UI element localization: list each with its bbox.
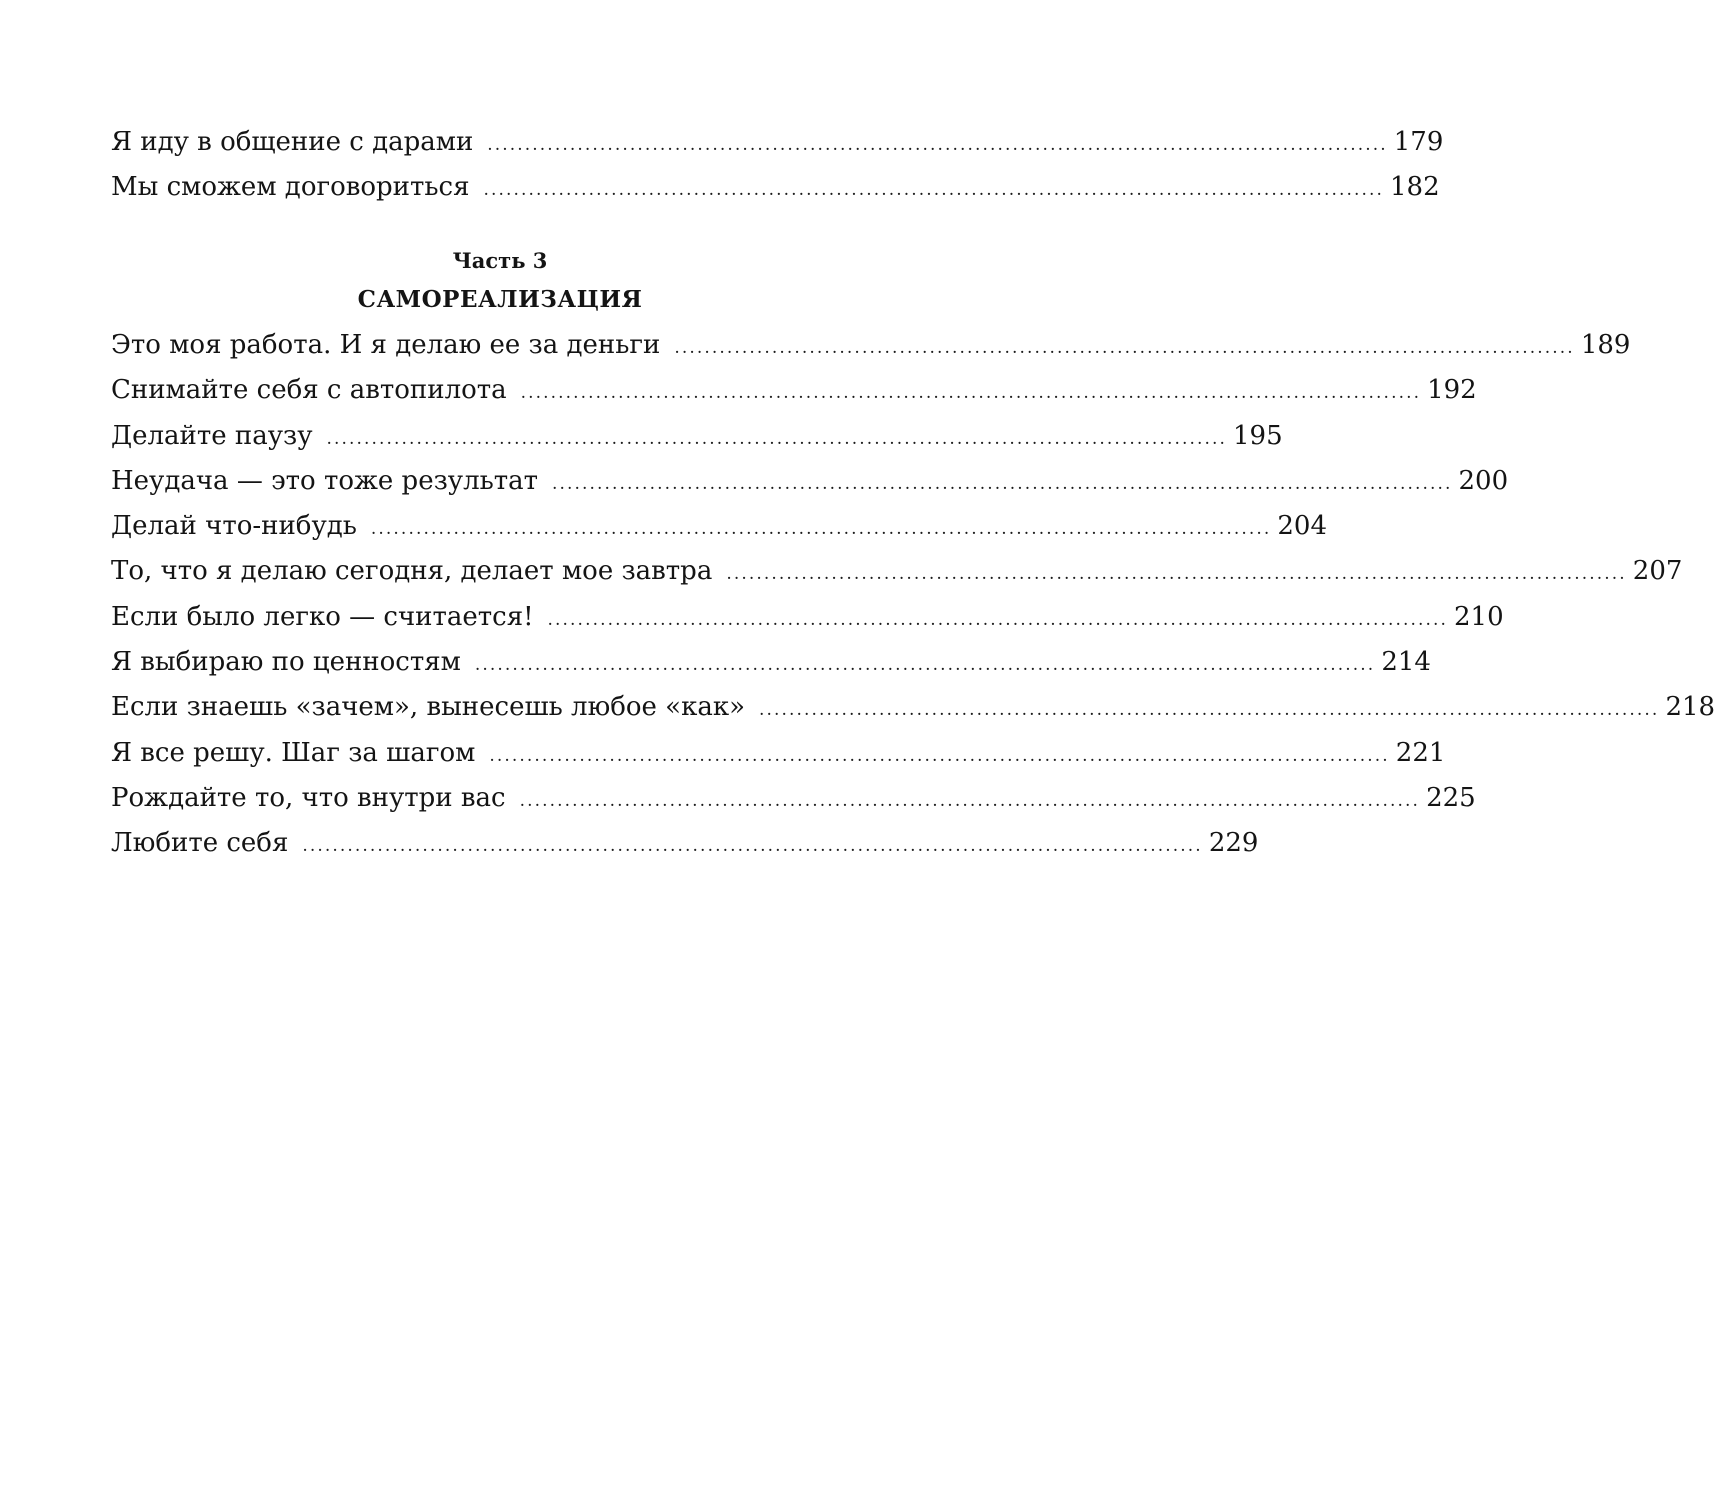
part-title: САМОРЕАЛИЗАЦИЯ <box>357 286 643 313</box>
dot-leader: ........................................................................................................................ <box>487 135 1388 155</box>
toc-entry-title: Снимайте себя с автопилота <box>111 375 507 406</box>
toc-entry <box>111 323 1631 368</box>
toc-entry <box>111 640 1431 685</box>
toc-entry-page: 221 <box>1395 737 1446 768</box>
dot-leader: ........................................................................................................................ <box>552 473 1453 494</box>
toc-entry-title: Неудача — это тоже результат <box>111 465 539 496</box>
dot-leader: ........................................................................................................................ <box>726 564 1627 585</box>
dot-leader: ........................................................................................................................ <box>520 383 1422 404</box>
toc-entry-page: 210 <box>1454 601 1504 632</box>
toc-entry <box>111 549 1683 594</box>
toc-entry <box>111 821 1259 866</box>
toc-entry-title: Рождайте то, что внутри вас <box>111 782 506 813</box>
toc-entry <box>111 504 1328 549</box>
toc-entry <box>111 776 1476 821</box>
toc-entry-page: 229 <box>1208 828 1259 859</box>
dot-leader: ........................................................................................................................ <box>758 700 1660 721</box>
dot-leader: ........................................................................................................................ <box>302 836 1203 857</box>
toc-entry-title: Любите себя <box>111 828 289 859</box>
dot-leader: ........................................................................................................................ <box>326 428 1227 449</box>
toc-entry-page: 182 <box>1389 172 1440 203</box>
toc-entry-title: Если было легко — считается! <box>111 601 534 632</box>
toc-entry-page: 192 <box>1427 375 1477 406</box>
toc-entry-page: 214 <box>1381 647 1431 678</box>
dot-leader: ........................................................................................................................ <box>489 745 1390 766</box>
toc-entry-title: То, что я делаю сегодня, делает мое завтра <box>111 556 713 587</box>
toc-entry <box>111 414 1283 459</box>
toc-part-section <box>111 323 1715 867</box>
toc-entry <box>111 459 1509 504</box>
toc-entry-page: 189 <box>1580 330 1631 360</box>
toc-entry-page: 195 <box>1232 420 1283 451</box>
toc-entry <box>111 165 1440 210</box>
dot-leader: ........................................................................................................................ <box>370 519 1272 540</box>
dot-leader: ........................................................................................................................ <box>547 609 1449 630</box>
toc-entry <box>111 368 1477 413</box>
toc-entry-title: Я все решу. Шаг за шагом <box>111 737 476 768</box>
toc-entry-page: 207 <box>1632 556 1683 587</box>
dot-leader: ........................................................................................................................ <box>483 180 1384 201</box>
dot-leader: ........................................................................................................................ <box>674 338 1575 358</box>
toc-entry-page: 200 <box>1458 465 1509 496</box>
toc-entry-title: Это моя работа. И я делаю ее за деньги <box>111 330 661 360</box>
toc-entry <box>111 685 1715 730</box>
toc-entry-title: Мы сможем договориться <box>111 172 470 203</box>
toc-top-section <box>111 120 1444 211</box>
part-label: Часть 3 <box>452 248 548 273</box>
toc-entry-title: Делайте паузу <box>111 420 313 451</box>
toc-entry-page: 179 <box>1393 127 1444 157</box>
toc-entry-title: Если знаешь «зачем», вынесешь любое «как» <box>111 692 745 723</box>
toc-entry-title: Делай что-нибудь <box>111 511 357 542</box>
toc-entry-title: Я выбираю по ценностям <box>111 647 461 678</box>
toc-entry <box>111 731 1446 776</box>
dot-leader: ........................................................................................................................ <box>474 655 1376 676</box>
toc-entry-page: 204 <box>1277 511 1328 542</box>
dot-leader: ........................................................................................................................ <box>519 790 1421 811</box>
toc-entry-title: Я иду в общение с дарами <box>111 127 474 157</box>
toc-entry <box>111 595 1504 640</box>
toc-entry-page: 218 <box>1665 692 1715 723</box>
toc-entry-page: 225 <box>1426 782 1476 813</box>
toc-entry <box>111 120 1444 165</box>
